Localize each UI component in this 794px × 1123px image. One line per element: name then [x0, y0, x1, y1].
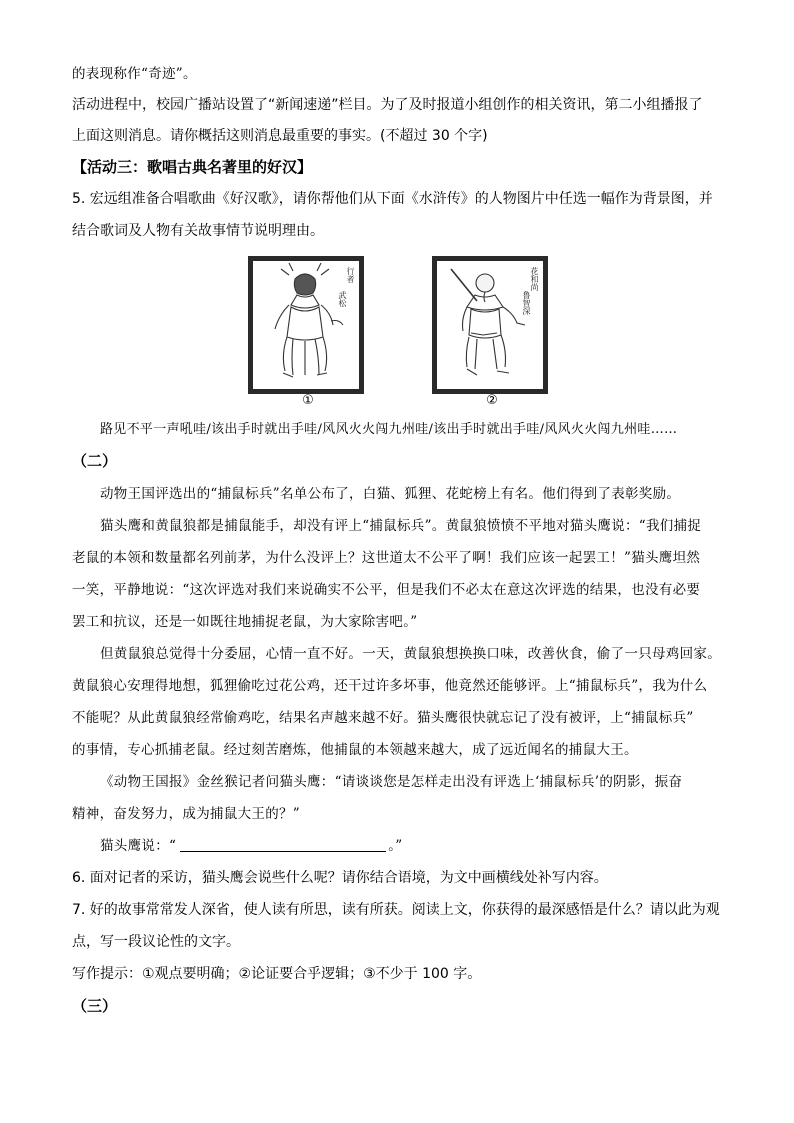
paragraph-line: 罢工和抗议，还是一如既往地捕捉老鼠，为大家除害吧。”: [72, 614, 418, 630]
question-5-cont: 结合歌词及人物有关故事情节说明理由。: [72, 223, 324, 239]
figure-luzhishen: [432, 256, 548, 394]
paragraph-line: 《动物王国报》金丝猴记者问猫头鹰：“请谈谈您是怎样走出没有评选上‘捕鼠标兵’的阴影，振奋: [100, 774, 683, 790]
text-line: 的表现称作“奇迹”。: [72, 66, 197, 82]
paragraph-line: 老鼠的本领和数量都名列前茅，为什么没评上？这世道太不公平了啊！我们应该一起罢工！”猫头鹰坦然: [72, 550, 701, 566]
question-6: 6. 面对记者的采访，猫头鹰会说些什么呢？请你结合语境，为文中画横线处补写内容。: [72, 870, 608, 886]
answer-line: [100, 836, 402, 856]
paragraph-line: 猫头鹰和黄鼠狼都是捕鼠能手，却没有评上“捕鼠标兵”。黄鼠狼愤愤不平地对猫头鹰说：“我们捕捉: [100, 518, 702, 534]
paragraph-line: 一笑，平静地说：“这次评选对我们来说确实不公平，但是我们不必太在意这次评选的结果，也没有必要: [72, 582, 701, 598]
writing-tip: 写作提示：①观点要明确；②论证要合乎逻辑；③不少于 100 字。: [72, 966, 482, 982]
question-7: 7. 好的故事常常发人深省，使人读有所思，读有所获。阅读上文，你获得的最深感悟是什么？请以此为观: [72, 902, 720, 918]
figure-label: ②: [486, 393, 498, 408]
paragraph-line: 黄鼠狼心安理得地想，狐狸偷吃过花公鸡，还干过许多坏事，他竟然还能够评。上“捕鼠标兵”，我为什么: [72, 678, 708, 694]
figure-label: ①: [302, 393, 314, 408]
figure-name-top: 行者: [346, 267, 355, 283]
question-7-cont: 点，写一段议论性的文字。: [72, 934, 240, 950]
activity-heading: 【活动三：歌唱古典名著里的好汉】: [72, 158, 313, 176]
section-heading: （二）: [72, 452, 118, 470]
section-heading: （三）: [72, 997, 118, 1015]
paragraph-line: 不能呢？从此黄鼠狼经常偷鸡吃，结果名声越来越不好。猫头鹰很快就忘记了没有被评，上“捕鼠标兵”: [72, 710, 694, 726]
figure-name-bottom: 鲁智深: [522, 291, 531, 315]
paragraph-line: 的事情，专心抓捕老鼠。经过刻苦磨炼，他捕鼠的本领越来越大，成了远近闻名的捕鼠大王。: [72, 742, 638, 758]
paragraph-line: 但黄鼠狼总觉得十分委屈，心情一直不好。一天，黄鼠狼想换换口味，改善伙食，偷了一只母鸡回家。: [100, 646, 721, 662]
luzhishen-illustration: [437, 261, 543, 389]
figure-wusong: [248, 256, 364, 394]
text-line: 上面这则消息。请你概括这则消息最重要的事实。(不超过 30 个字): [72, 128, 488, 144]
question-5: 5. 宏远组准备合唱歌曲《好汉歌》，请你帮他们从下面《水浒传》的人物图片中任选一幅作为背景图，并: [72, 191, 713, 207]
wusong-illustration: [253, 261, 359, 389]
answer-suffix: 。”: [388, 838, 403, 854]
song-lyrics: 路见不平一声吼哇/该出手时就出手哇/风风火火闯九州哇/该出手时就出手哇/风风火火闯九州哇……: [100, 422, 678, 437]
figure-name-bottom: 武松: [338, 291, 347, 307]
answer-blank[interactable]: [180, 837, 386, 852]
answer-prefix: 猫头鹰说：“: [100, 838, 177, 854]
figure-name-top: 花和尚: [530, 267, 539, 291]
paragraph-line: 精神，奋发努力，成为捕鼠大王的？”: [72, 806, 301, 822]
paragraph-line: 动物王国评选出的“捕鼠标兵”名单公布了，白猫、狐狸、花蛇榜上有名。他们得到了表彰奖励。: [100, 486, 681, 502]
text-line: 活动进程中，校园广播站设置了“新闻速递”栏目。为了及时报道小组创作的相关资讯，第二小组播报了: [72, 97, 703, 113]
